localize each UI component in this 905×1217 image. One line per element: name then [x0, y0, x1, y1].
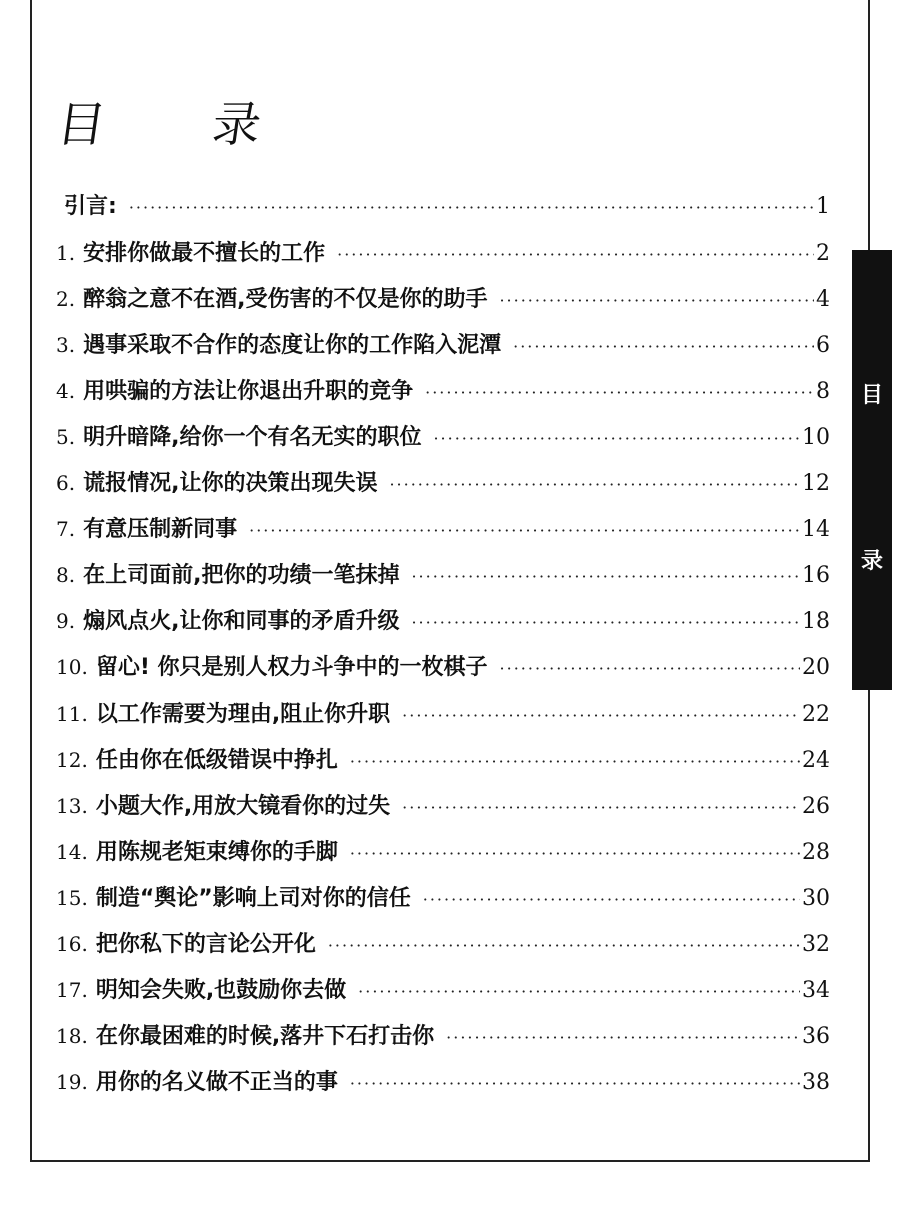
toc-entry-page: 38 [802, 1069, 830, 1095]
toc-entry-number: 16. [56, 931, 88, 956]
toc-entry-title: 用你的名义做不正当的事 [95, 1069, 338, 1095]
toc-entry-title: 小题大作,用放大镜看你的过失 [95, 793, 391, 819]
toc-entry[interactable] [56, 414, 830, 460]
toc-entry[interactable] [56, 322, 830, 368]
toc-entry-page: 32 [802, 931, 830, 957]
toc-entry-number: 13. [56, 793, 88, 818]
toc-entry-number: 3. [56, 333, 76, 358]
toc-entry-page: 2 [816, 241, 830, 267]
toc-entry-number: 18. [56, 1023, 88, 1048]
toc-entry-page: 6 [816, 333, 830, 359]
toc-entry-page: 10 [802, 425, 830, 451]
toc-entry[interactable] [56, 967, 830, 1013]
toc-entry-page: 8 [816, 379, 830, 405]
toc-entry-title: 用陈规老矩束缚你的手脚 [95, 839, 338, 865]
dot-leader [402, 785, 800, 831]
toc-entry[interactable] [56, 276, 830, 322]
toc-entry-page: 28 [802, 839, 830, 865]
toc-entry-page: 12 [802, 471, 830, 497]
toc-entry-title: 明知会失败,也鼓励你去做 [95, 977, 347, 1003]
toc-entry-title: 在上司面前,把你的功绩一笔抹掉 [83, 563, 400, 589]
dot-leader [358, 969, 800, 1015]
dot-leader [411, 554, 800, 600]
toc-entry-number: 15. [56, 885, 88, 910]
toc-entry-page: 22 [802, 701, 830, 727]
toc-entry-title: 用哄骗的方法让你退出升职的竞争 [83, 379, 414, 405]
toc-entry-title: 以工作需要为理由,阻止你升职 [95, 701, 391, 727]
dot-leader [129, 185, 814, 231]
toc-entry-number: 12. [56, 747, 88, 772]
toc-entry[interactable] [56, 598, 830, 644]
toc-entry[interactable] [56, 921, 830, 967]
section-side-tab [852, 250, 892, 690]
toc-entry[interactable] [56, 875, 830, 921]
toc-entry[interactable] [56, 368, 830, 414]
page-title: 目 录 [53, 97, 311, 153]
dot-leader [499, 278, 814, 324]
toc-entry-title: 有意压制新同事 [83, 517, 238, 543]
dot-leader [337, 232, 814, 278]
toc-entry-title: 明升暗降,给你一个有名无实的职位 [83, 425, 422, 451]
dot-leader [249, 508, 800, 554]
toc-entry-title: 制造“舆论”影响上司对你的信任 [95, 885, 411, 911]
toc-entry[interactable] [56, 552, 830, 598]
toc-entry-title: 把你私下的言论公开化 [95, 931, 316, 957]
toc-entry[interactable] [56, 460, 830, 506]
table-of-contents [56, 184, 830, 1105]
toc-entry-number: 4. [56, 379, 76, 404]
dot-leader [425, 370, 814, 416]
toc-entry[interactable] [56, 1059, 830, 1105]
toc-entry[interactable] [56, 829, 830, 875]
toc-entry-title: 谎报情况,让你的决策出现失误 [83, 471, 378, 497]
toc-entry-page: 34 [802, 977, 830, 1003]
toc-entry-intro[interactable] [56, 184, 830, 230]
dot-leader [500, 646, 800, 692]
toc-entry-number: 6. [56, 471, 76, 496]
toc-entry-number: 2. [56, 287, 76, 312]
toc-entry-number: 9. [56, 609, 76, 634]
toc-entry-title: 在你最困难的时候,落井下石打击你 [95, 1023, 435, 1049]
toc-entry-number: 8. [56, 563, 76, 588]
toc-entry-page: 14 [802, 517, 830, 543]
toc-entry-title: 遇事采取不合作的态度让你的工作陷入泥潭 [83, 333, 502, 359]
toc-entry-title: 引言: [64, 194, 117, 219]
toc-entry-title: 安排你做最不擅长的工作 [83, 241, 326, 267]
side-tab-char-1: 目 [860, 383, 883, 408]
toc-entry-page: 4 [816, 287, 830, 313]
dot-leader [328, 923, 800, 969]
toc-entry[interactable] [56, 230, 830, 276]
toc-entry-page: 36 [802, 1023, 830, 1049]
toc-entry-title: 任由你在低级错误中挣扎 [95, 747, 338, 773]
toc-entry-number: 14. [56, 839, 88, 864]
side-tab-char-2: 录 [860, 549, 883, 574]
dot-leader [350, 831, 800, 877]
toc-entry[interactable] [56, 506, 830, 552]
toc-entry-number: 10. [56, 655, 88, 680]
dot-leader [389, 462, 800, 508]
toc-entry-title: 醉翁之意不在酒,受伤害的不仅是你的助手 [83, 287, 488, 313]
toc-entry[interactable] [56, 644, 830, 690]
toc-entry[interactable] [56, 691, 830, 737]
toc-entry-page: 16 [802, 563, 830, 589]
dot-leader [513, 324, 814, 370]
toc-entry-title: 留心! 你只是别人权力斗争中的一枚棋子 [95, 655, 488, 681]
dot-leader [350, 739, 800, 785]
toc-entry-page: 20 [802, 655, 830, 681]
toc-entry-number: 5. [56, 425, 76, 450]
dot-leader [423, 877, 800, 923]
dot-leader [402, 693, 800, 739]
toc-entry[interactable] [56, 783, 830, 829]
toc-entry-page: 30 [802, 885, 830, 911]
dot-leader [350, 1061, 800, 1107]
toc-entry-page: 26 [802, 793, 830, 819]
toc-entry-number: 17. [56, 977, 88, 1002]
toc-entry-number: 1. [56, 241, 76, 266]
toc-entry-number: 7. [56, 517, 76, 542]
toc-entry-title: 煽风点火,让你和同事的矛盾升级 [83, 609, 400, 635]
toc-entry-page: 24 [802, 747, 830, 773]
dot-leader [446, 1015, 800, 1061]
dot-leader [433, 416, 800, 462]
toc-entry-number: 19. [56, 1069, 88, 1094]
toc-entry[interactable] [56, 1013, 830, 1059]
toc-entry-page: 18 [802, 609, 830, 635]
toc-entry[interactable] [56, 737, 830, 783]
toc-entry-page: 1 [816, 194, 830, 219]
toc-entry-number: 11. [56, 701, 88, 726]
dot-leader [411, 600, 800, 646]
